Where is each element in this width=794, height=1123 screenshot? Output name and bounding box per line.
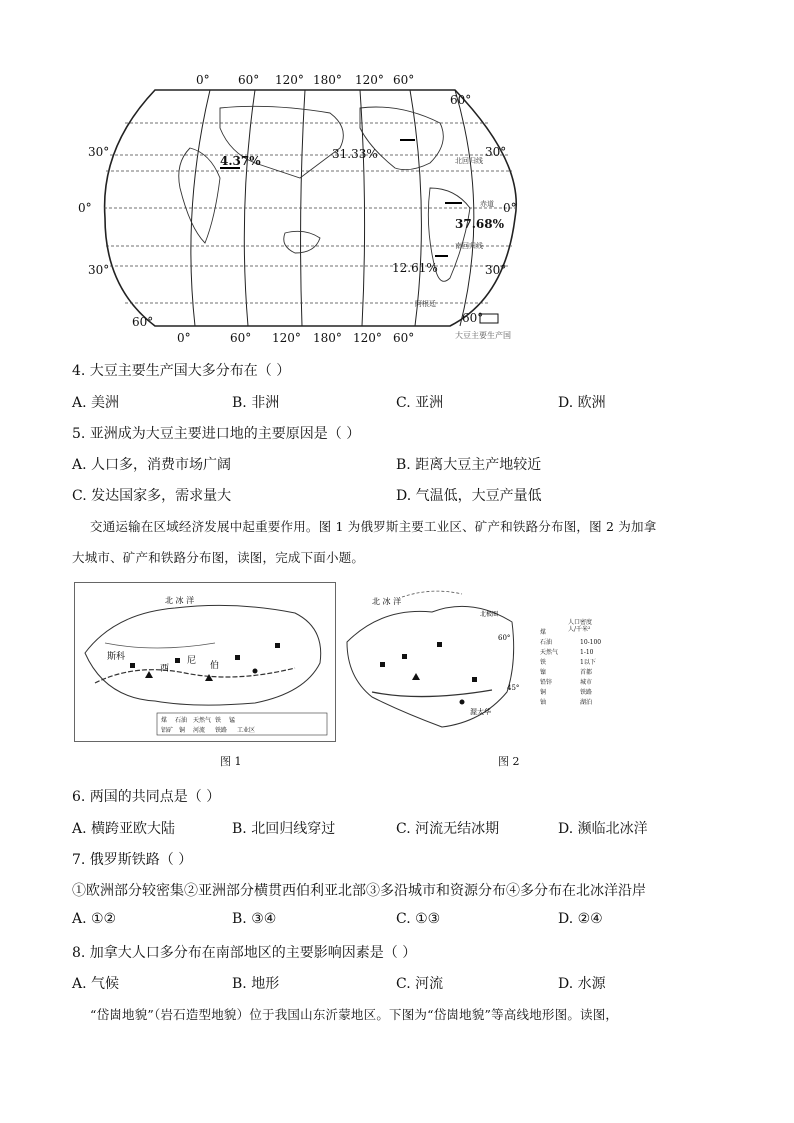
svg-text:锰: 锰 bbox=[229, 717, 236, 724]
svg-text:石油: 石油 bbox=[540, 639, 553, 646]
fig1-svg bbox=[75, 583, 335, 741]
svg-text:铁: 铁 bbox=[540, 659, 547, 666]
svg-text:石油: 石油 bbox=[175, 717, 188, 724]
lon-bot-3: 180° bbox=[313, 331, 342, 345]
lat-left-0: 0° bbox=[78, 201, 92, 215]
fig2-legend bbox=[540, 618, 601, 706]
producer-percentages bbox=[220, 147, 505, 275]
label-equator: 赤道 bbox=[480, 200, 494, 208]
q4-stem: 4. 大豆主要生产国大多分布在（ ） bbox=[72, 363, 291, 379]
label-argentina: 阿根廷 bbox=[415, 300, 436, 308]
q6-option-c[interactable]: C. 河流无结冰期 bbox=[396, 821, 500, 837]
q7-statement: ①欧洲部分较密集②亚洲部分横贯西伯利亚北部③多沿城市和资源分布④多分布在北冰洋沿岸 bbox=[72, 883, 646, 899]
right-latitude-labels bbox=[450, 93, 517, 325]
svg-text:人口密度: 人口密度 bbox=[568, 619, 593, 626]
left-latitude-labels bbox=[78, 145, 153, 329]
q7-option-c[interactable]: C. ①③ bbox=[396, 911, 441, 927]
lat-right-30s: 30° bbox=[485, 263, 507, 277]
svg-text:铝矿: 铝矿 bbox=[161, 727, 174, 734]
lat-left-30s: 30° bbox=[88, 263, 110, 277]
fig2-caption: 图 2 bbox=[498, 755, 520, 768]
q6-option-b[interactable]: B. 北回归线穿过 bbox=[232, 821, 336, 837]
q8-option-b[interactable]: B. 地形 bbox=[232, 976, 280, 992]
pct-asia: 4.37% bbox=[220, 154, 261, 168]
svg-text:1-10: 1-10 bbox=[580, 649, 594, 656]
lat-right-60s: 60° bbox=[462, 311, 484, 325]
lat-right-60n: 60° bbox=[450, 93, 472, 107]
q5-stem: 5. 亚洲成为大豆主要进口地的主要原因是（ ） bbox=[72, 426, 361, 442]
lon-bot-0: 0° bbox=[177, 331, 191, 345]
lon-bot-4: 120° bbox=[353, 331, 382, 345]
world-map-svg bbox=[70, 68, 540, 346]
q8-option-c[interactable]: C. 河流 bbox=[396, 976, 444, 992]
fig2-canada-map bbox=[342, 582, 722, 740]
q8-stem: 8. 加拿大人口多分布在南部地区的主要影响因素是（ ） bbox=[72, 945, 417, 961]
fig2-label-arctic: 北 冰 洋 bbox=[372, 597, 402, 606]
intro2-line1: “岱崮地貌”（岩石造型地貌）位于我国山东沂蒙地区。下图为“岱崮地貌”等高线地形图。读图， bbox=[90, 1007, 619, 1022]
parallels bbox=[104, 123, 515, 303]
top-longitude-labels bbox=[196, 73, 414, 87]
q6-stem: 6. 两国的共同点是（ ） bbox=[72, 789, 221, 805]
fig1-caption: 图 1 bbox=[220, 755, 242, 768]
q5-option-b[interactable]: B. 距离大豆主产地较近 bbox=[396, 457, 542, 473]
fig1-label-xi: 西 bbox=[160, 664, 170, 674]
svg-text:铁路: 铁路 bbox=[215, 727, 228, 734]
svg-text:铁路: 铁路 bbox=[580, 689, 593, 696]
fig1-russia-map bbox=[74, 582, 336, 742]
label-tropic-cancer: 北回归线 bbox=[455, 157, 483, 165]
lon-bot-2: 120° bbox=[272, 331, 301, 345]
fig2-label-60: 60° bbox=[498, 634, 511, 642]
fig1-label-bo: 伯 bbox=[210, 661, 220, 671]
pct-usa: 31.33% bbox=[332, 147, 378, 161]
q7-option-b[interactable]: B. ③④ bbox=[232, 911, 277, 927]
svg-text:铜: 铜 bbox=[540, 689, 547, 696]
fig1-label-moscow: 斯科 bbox=[107, 652, 126, 662]
q8-option-a[interactable]: A. 气候 bbox=[72, 976, 120, 992]
lon-top-5: 60° bbox=[393, 73, 415, 87]
legend-text: 大豆主要生产国 bbox=[455, 331, 511, 340]
pct-argentina: 12.61% bbox=[392, 261, 438, 275]
label-tropic-capricorn: 南回归线 bbox=[455, 242, 483, 250]
intro1-line2: 大城市、矿产和铁路分布图，读图，完成下面小题。 bbox=[72, 550, 365, 565]
fig2-label-ottawa: 渥太华 bbox=[470, 708, 491, 716]
svg-text:煤: 煤 bbox=[540, 629, 547, 636]
fig2-label-arctic-circle: 北极圈 bbox=[480, 611, 499, 618]
q5-option-c[interactable]: C. 发达国家多，需求量大 bbox=[72, 488, 232, 504]
svg-text:铁: 铁 bbox=[215, 717, 222, 724]
q4-option-a[interactable]: A. 美洲 bbox=[72, 395, 120, 411]
q4-option-d[interactable]: D. 欧洲 bbox=[558, 395, 606, 411]
svg-text:镍: 镍 bbox=[540, 669, 547, 676]
q7-stem: 7. 俄罗斯铁路（ ） bbox=[72, 852, 193, 868]
q4-option-b[interactable]: B. 非洲 bbox=[232, 395, 280, 411]
svg-text:河流: 河流 bbox=[193, 727, 206, 734]
fig1-label-ni: 尼 bbox=[187, 656, 197, 666]
small-map-labels bbox=[415, 156, 494, 308]
svg-text:铅锌: 铅锌 bbox=[540, 679, 553, 686]
lon-bot-5: 60° bbox=[393, 331, 415, 345]
lon-top-0: 0° bbox=[196, 73, 210, 87]
fig2-svg bbox=[342, 582, 722, 740]
svg-text:天然气: 天然气 bbox=[193, 717, 212, 724]
lat-left-30n: 30° bbox=[88, 145, 110, 159]
q5-option-a[interactable]: A. 人口多，消费市场广阔 bbox=[72, 457, 232, 473]
bottom-longitude-labels bbox=[177, 331, 414, 345]
svg-text:湖泊: 湖泊 bbox=[580, 699, 593, 706]
svg-text:人/千米²: 人/千米² bbox=[568, 626, 591, 633]
lon-top-1: 60° bbox=[238, 73, 260, 87]
q7-option-d[interactable]: D. ②④ bbox=[558, 911, 603, 927]
lat-left-60s: 60° bbox=[132, 315, 154, 329]
svg-text:首都: 首都 bbox=[580, 669, 593, 676]
q6-option-d[interactable]: D. 濒临北冰洋 bbox=[558, 821, 648, 837]
lon-top-2: 120° bbox=[275, 73, 304, 87]
svg-text:铀: 铀 bbox=[540, 699, 547, 706]
lat-right-0: 0° bbox=[503, 201, 517, 215]
fig1-label-arctic: 北 冰 洋 bbox=[165, 596, 195, 605]
svg-text:煤: 煤 bbox=[161, 717, 168, 724]
lon-bot-1: 60° bbox=[230, 331, 252, 345]
svg-text:天然气: 天然气 bbox=[540, 649, 559, 656]
lon-top-4: 120° bbox=[355, 73, 384, 87]
q5-option-d[interactable]: D. 气温低，大豆产量低 bbox=[396, 488, 542, 504]
world-soybean-map bbox=[70, 68, 540, 346]
svg-text:1以下: 1以下 bbox=[580, 659, 596, 666]
q6-option-a[interactable]: A. 横跨亚欧大陆 bbox=[72, 821, 176, 837]
q8-option-d[interactable]: D. 水源 bbox=[558, 976, 606, 992]
q4-option-c[interactable]: C. 亚洲 bbox=[396, 395, 444, 411]
pct-brazil: 37.68% bbox=[455, 217, 504, 231]
svg-text:铜: 铜 bbox=[179, 727, 186, 734]
continents bbox=[179, 106, 470, 281]
fig2-label-45: 45° bbox=[507, 684, 520, 692]
q7-option-a[interactable]: A. ①② bbox=[72, 911, 117, 927]
svg-text:工业区: 工业区 bbox=[237, 727, 256, 734]
svg-text:10-100: 10-100 bbox=[580, 639, 602, 646]
lon-top-3: 180° bbox=[313, 73, 342, 87]
lat-right-30n: 30° bbox=[485, 145, 507, 159]
svg-text:城市: 城市 bbox=[580, 679, 593, 686]
intro1-line1: 交通运输在区域经济发展中起重要作用。图 1 为俄罗斯主要工业区、矿产和铁路分布图，图 2 为加拿 bbox=[90, 519, 657, 534]
